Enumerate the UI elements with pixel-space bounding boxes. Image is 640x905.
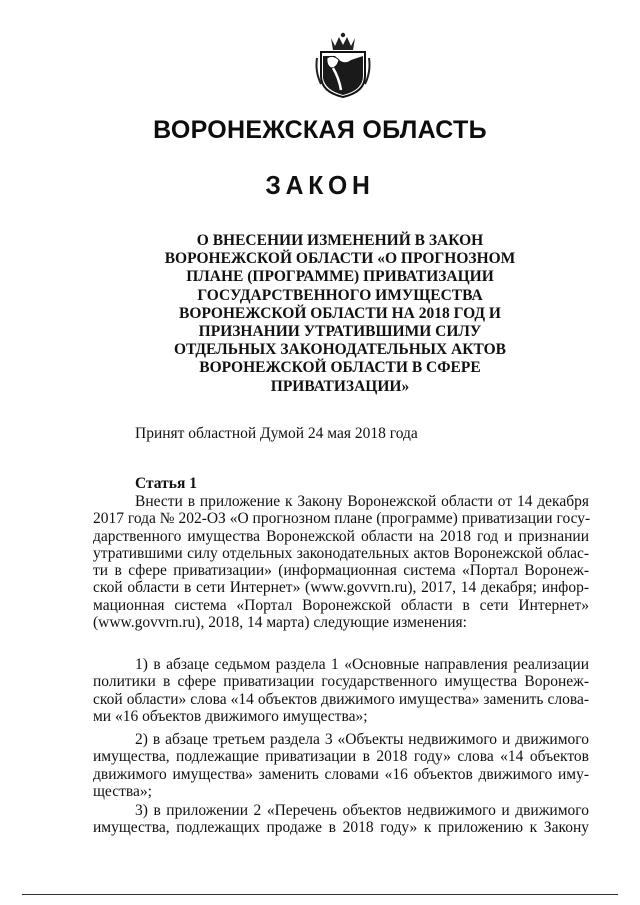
list-item: [93, 802, 589, 837]
law-title: [160, 232, 520, 396]
paragraph-line: мационная система «Портал Воронежской области в сети Интернет»: [93, 596, 589, 614]
paragraph-line: дарственного имущества Воронежской области на 2018 год и признании: [93, 527, 589, 545]
list-item-line: имущества, подлежащих продаже в 2018 году» к приложению к Закону: [93, 819, 589, 837]
title-line: ВОРОНЕЖСКОЙ ОБЛАСТИ «О ПРОГНОЗНОМ: [164, 250, 516, 268]
list-item: [93, 731, 589, 800]
title-line: ВОРОНЕЖСКОЙ ОБЛАСТИ В СФЕРЕ: [199, 359, 481, 377]
article-heading: Статья 1: [135, 475, 197, 492]
list-item-line: имущества, подлежащие приватизации в 2018 году» слова «14 объектов: [93, 748, 589, 766]
paragraph-line: ской области в сети Интернет» (www.govvrn.ru), 2017, 14 декабря; инфор-: [93, 579, 589, 597]
paragraph-line: Внести в приложение к Закону Воронежской области от 14 декабря: [135, 493, 589, 510]
list-item-line: 1) в абзаце седьмом раздела 1 «Основные направления реализации: [135, 656, 589, 673]
title-line: ПРИВАТИЗАЦИИ»: [270, 377, 410, 395]
title-line: ГОСУДАРСТВЕННОГО ИМУЩЕСТВА: [197, 286, 483, 304]
paragraph-line: утратившими силу отдельных законодательных актов Воронежской облас-: [93, 544, 589, 562]
list-item-line: политики в сфере приватизации государственного имущества Воронеж-: [93, 673, 589, 691]
list-item-line: ми «16 объектов движимого имущества»;: [93, 707, 368, 725]
paragraph-line: (www.govvrn.ru), 2018, 14 марта) следующие изменения:: [93, 614, 467, 632]
document-type: ЗАКОН: [265, 170, 375, 200]
title-line: ВОРОНЕЖСКОЙ ОБЛАСТИ НА 2018 ГОД И: [179, 304, 501, 322]
list-item-line: щества»;: [93, 782, 152, 800]
paragraph-line: 2017 года № 202-ОЗ «О прогнозном плане (программе) приватизации госу-: [93, 510, 591, 528]
title-line: О ВНЕСЕНИИ ИЗМЕНЕНИЙ В ЗАКОН: [196, 232, 484, 249]
title-line: ПЛАНЕ (ПРОГРАММЕ) ПРИВАТИЗАЦИИ: [186, 268, 494, 286]
list-item-line: ской области» слова «14 объектов движимого имущества» заменить слова-: [93, 690, 589, 708]
list-item-line: 2) в абзаце третьем раздела 3 «Объекты недвижимого и движимого: [135, 731, 589, 748]
title-line: ОТДЕЛЬНЫХ ЗАКОНОДАТЕЛЬНЫХ АКТОВ: [173, 341, 507, 359]
paragraph-line: ти в сфере приватизации» (информационная система «Портал Воронеж-: [93, 562, 589, 580]
region-title: ВОРОНЕЖСКАЯ ОБЛАСТЬ: [153, 116, 487, 144]
page-bottom-rule: [22, 894, 618, 895]
list-item-line: 3) в приложении 2 «Перечень объектов недвижимого и движимого: [135, 802, 589, 819]
adoption-date: Принят областной Думой 24 мая 2018 года: [135, 425, 418, 442]
title-line: ПРИЗНАНИИ УТРАТИВШИМИ СИЛУ: [198, 323, 482, 341]
voronezh-coat-of-arms-icon: [313, 32, 373, 98]
list-item-line: движимого имущества» заменить словами «16 объектов движимого иму-: [93, 765, 589, 783]
list-item: [93, 656, 589, 725]
article-paragraph: [93, 493, 589, 631]
